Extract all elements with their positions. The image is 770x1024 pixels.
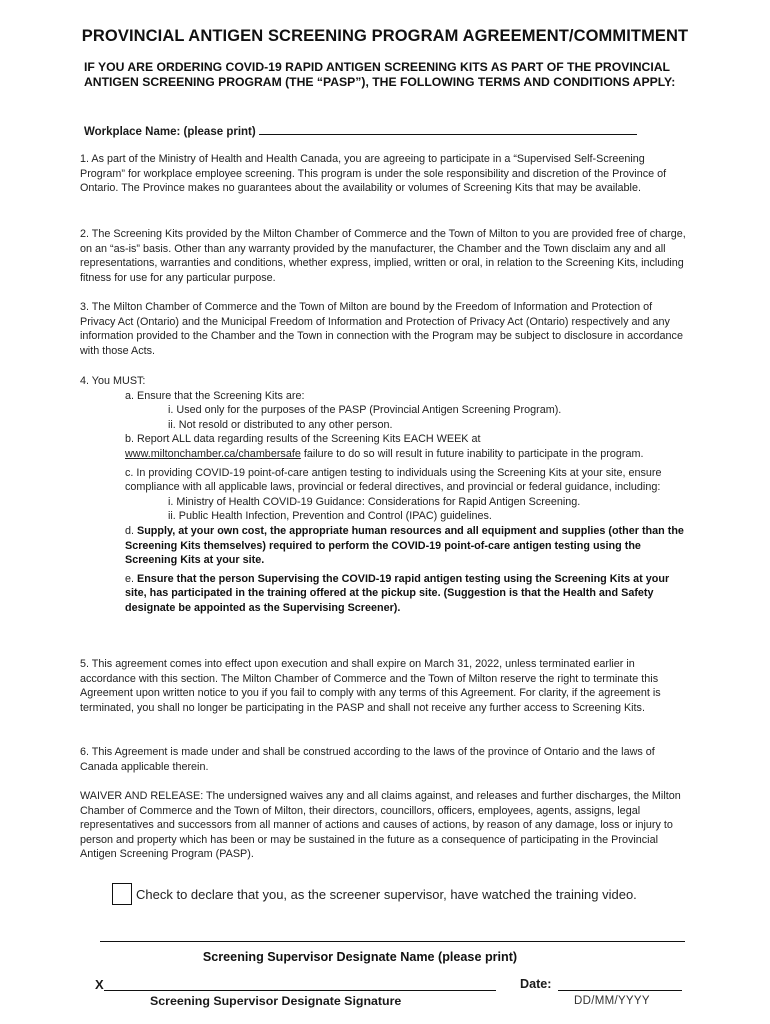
workplace-name-label: Workplace Name: (please print) [84, 126, 256, 138]
workplace-name-row [84, 123, 637, 138]
item-c-ii: ii. Public Health Infection, Prevention and Control (IPAC) guidelines. [168, 510, 492, 523]
workplace-name-field[interactable] [259, 123, 637, 135]
date-label: Date: [520, 977, 552, 991]
paragraph-3: 3. The Milton Chamber of Commerce and the Town of Milton are bound by the Freedom of Information and Protection of Privacy Act (Ontario) and the Municipal Freedom of Information and Protection of Privacy Act (Ontario) respectively and any information provided to the Chamber and the Town in connection with the Program may be subject to disclosure in accordance with those Acts. [80, 301, 683, 357]
supervisor-name-field[interactable] [100, 941, 685, 942]
paragraph-1: 1. As part of the Ministry of Health and Health Canada, you are agreeing to participate in a “Supervised Self-Screening Program” for workplace employee screening. This program is under the sole responsibility and discretion of the Province of Ontario. The Province makes no guarantees about the availability or volumes of Screening Kits that may be available. [80, 153, 667, 195]
supervisor-name-label: Screening Supervisor Designate Name (please print) [202, 950, 518, 964]
item-c-i: i. Ministry of Health COVID-19 Guidance: Considerations for Rapid Antigen Screening. [168, 495, 581, 508]
page-title: PROVINCIAL ANTIGEN SCREENING PROGRAM AGREEMENT/COMMITMENT [81, 27, 689, 45]
item-e-prefix: e. [125, 572, 138, 585]
signature-label: Screening Supervisor Designate Signature [150, 994, 402, 1008]
training-checkbox-row [112, 882, 637, 906]
date-field[interactable] [558, 990, 682, 991]
section-4-heading: 4. You MUST: [80, 375, 146, 387]
item-d-text: Supply, at your own cost, the appropriate human resources and all equipment and supplies (other than the Screening Kits themselves) required to perform the COVID-19 point-of-care antigen testing using the Screening Kits at your site. [125, 524, 684, 567]
item-b-text-end: failure to do so will result in future inability to participate in the program. [300, 447, 644, 460]
signature-x-mark: X [95, 977, 104, 992]
date-format-hint: DD/MM/YYYY [574, 995, 650, 1007]
paragraph-6: 6. This Agreement is made under and shall be construed according to the laws of the province of Ontario and the laws of Canada applicable therein. [80, 746, 655, 773]
item-b [80, 432, 690, 461]
subheading: IF YOU ARE ORDERING COVID-19 RAPID ANTIGEN SCREENING KITS AS PART OF THE PROVINCIAL ANTIGEN SCREENING PROGRAM (THE “PASP”), THE FOLLOWING TERMS AND CONDITIONS APPLY: [84, 60, 676, 89]
paragraph-2: 2. The Screening Kits provided by the Milton Chamber of Commerce and the Town of Milton to you are provided free of charge, on an “as-is” basis. Other than any warranty provided by the manufacturer, the Chamber and the Town disclaim any and all representations, warranties and conditions, whether express, implied, written or oral, in relation to the Screening Kits, including fitness for use for any particular purpose. [80, 228, 686, 284]
item-e-text: Ensure that the person Supervising the COVID-19 rapid antigen testing using the Screening Kits at your site, has participated in the training offered at the pickup site. (Suggestion is that the Health and Safety designate be appointed as the Supervising Screener). [125, 572, 670, 614]
section-4 [80, 374, 690, 616]
training-checkbox-label: Check to declare that you, as the screener supervisor, have watched the training video. [136, 886, 637, 902]
training-checkbox[interactable] [112, 883, 132, 905]
item-d [80, 524, 690, 568]
chambersafe-link[interactable]: www.miltonchamber.ca/chambersafe [125, 447, 301, 460]
item-a-i: i. Used only for the purposes of the PASP (Provincial Antigen Screening Program). [168, 404, 562, 417]
item-e [80, 572, 690, 616]
item-d-prefix: d. [125, 524, 138, 537]
paragraph-5: 5. This agreement comes into effect upon execution and shall expire on March 31, 2022, unless terminated earlier in accordance with this section. The Milton Chamber of Commerce and the Town of Milton reserve the right to terminate this Agreement upon written notice to you if you fail to comply with any terms of this Agreement. For clarity, if the agreement is terminated, you shall no longer be participating in the PASP and shall not receive any further access to Screening Kits. [80, 658, 661, 714]
item-c: c. In providing COVID-19 point-of-care antigen testing to individuals using the Screening Kits at your site, ensure compliance with all applicable laws, provincial or federal directives, and provincial or federal guidance, including: [125, 466, 662, 494]
item-b-text: b. Report ALL data regarding results of the Screening Kits EACH WEEK at [125, 433, 481, 446]
item-a-ii: ii. Not resold or distributed to any other person. [168, 418, 393, 431]
signature-field[interactable] [104, 990, 496, 991]
item-a: a. Ensure that the Screening Kits are: [125, 389, 305, 402]
waiver-and-release: WAIVER AND RELEASE: The undersigned waives any and all claims against, and releases and further discharges, the Milton Chamber of Commerce and the Town of Milton, their directors, councillors, officers, employees, agents, assigns, legal representatives and successors from all manner of actions and causes of actions, by reason of any damage, loss or injury to person and property which has been or may be sustained in the future as a consequence of participating in the Provincial Antigen Screening Program (PASP). [80, 790, 681, 861]
